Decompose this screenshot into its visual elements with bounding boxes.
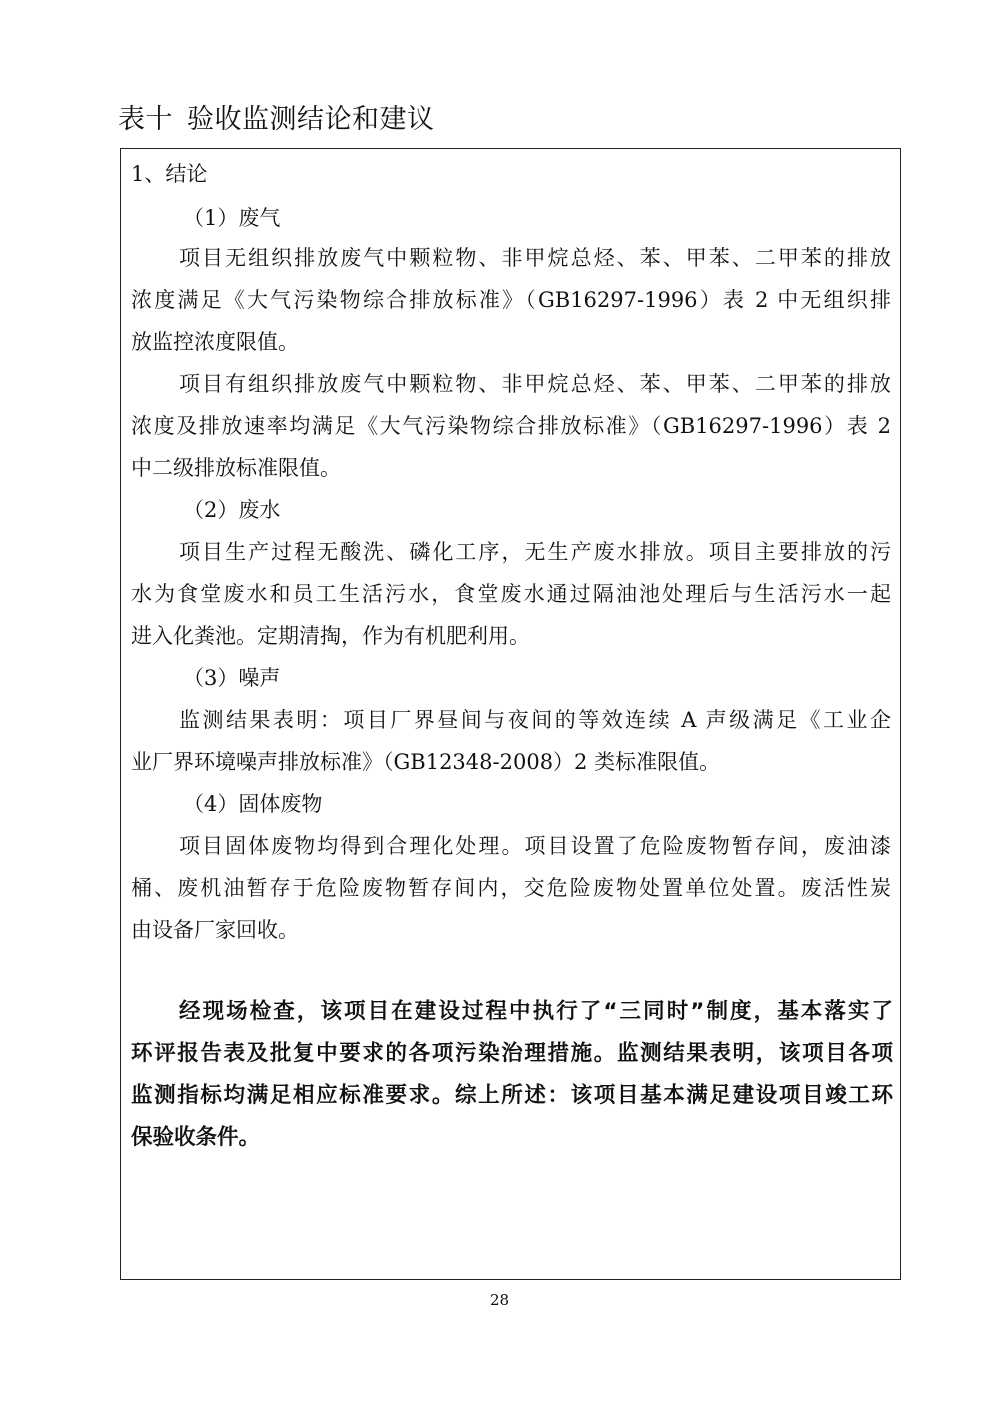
noise-heading: （3）噪声 bbox=[183, 666, 281, 690]
exhaust-paragraph-2-line-1: 项目有组织排放废气中颗粒物、非甲烷总烃、苯、甲苯、二甲苯的排放 bbox=[179, 372, 891, 396]
section-heading: 1、结论 bbox=[131, 162, 208, 186]
conclusion-table-frame bbox=[120, 148, 901, 1280]
wastewater-line-3: 进入化粪池。定期清掏，作为有机肥利用。 bbox=[131, 624, 530, 648]
exhaust-paragraph-2-line-2: 浓度及排放速率均满足《大气污染物综合排放标准》（GB16297-1996）表 2 bbox=[131, 414, 891, 438]
exhaust-paragraph-1-line-2: 浓度满足《大气污染物综合排放标准》（GB16297-1996）表 2 中无组织排 bbox=[131, 288, 891, 312]
conclusion-line-1: 经现场检查，该项目在建设过程中执行了“三同时”制度，基本落实了 bbox=[179, 999, 893, 1024]
wastewater-line-2: 水为食堂废水和员工生活污水，食堂废水通过隔油池处理后与生活污水一起 bbox=[131, 582, 891, 606]
table-number: 表十 bbox=[118, 104, 173, 135]
exhaust-heading: （1）废气 bbox=[183, 206, 281, 230]
wastewater-line-1: 项目生产过程无酸洗、磷化工序，无生产废水排放。项目主要排放的污 bbox=[179, 540, 891, 564]
conclusion-line-2: 环评报告表及批复中要求的各项污染治理措施。监测结果表明，该项目各项 bbox=[131, 1041, 893, 1066]
page-heading bbox=[118, 100, 435, 140]
exhaust-paragraph-2-line-3: 中二级排放标准限值。 bbox=[131, 456, 341, 480]
exhaust-paragraph-1-line-3: 放监控浓度限值。 bbox=[131, 330, 299, 354]
conclusion-line-3: 监测指标均满足相应标准要求。综上所述：该项目基本满足建设项目竣工环 bbox=[131, 1083, 893, 1108]
page-number: 28 bbox=[489, 1291, 510, 1309]
page-title: 验收监测结论和建议 bbox=[187, 104, 435, 135]
exhaust-paragraph-1-line-1: 项目无组织排放废气中颗粒物、非甲烷总烃、苯、甲苯、二甲苯的排放 bbox=[179, 246, 891, 270]
solid-waste-line-2: 桶、废机油暂存于危险废物暂存间内，交危险废物处置单位处置。废活性炭 bbox=[131, 876, 891, 900]
noise-line-2: 业厂界环境噪声排放标准》（GB12348-2008）2 类标准限值。 bbox=[131, 750, 721, 774]
conclusion-line-4: 保验收条件。 bbox=[131, 1125, 261, 1150]
wastewater-heading: （2）废水 bbox=[183, 498, 281, 522]
noise-line-1: 监测结果表明：项目厂界昼间与夜间的等效连续 A 声级满足《工业企 bbox=[179, 708, 891, 732]
solid-waste-heading: （4）固体废物 bbox=[183, 792, 323, 816]
solid-waste-line-3: 由设备厂家回收。 bbox=[131, 918, 299, 942]
solid-waste-line-1: 项目固体废物均得到合理化处理。项目设置了危险废物暂存间，废油漆 bbox=[179, 834, 891, 858]
